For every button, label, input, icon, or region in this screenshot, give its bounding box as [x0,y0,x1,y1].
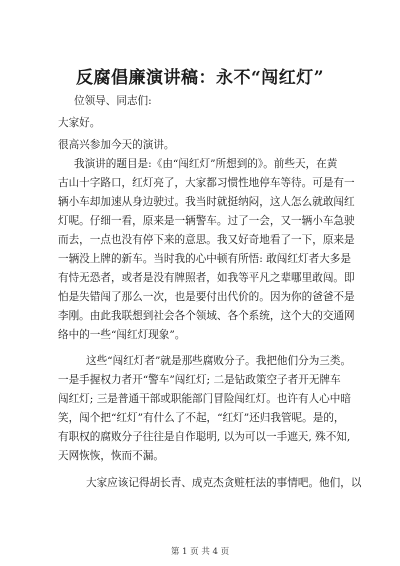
body-line: 古山十字路口，红灯亮了，大家都习惯性地停车等待。可是有一 [58,177,355,189]
body-line: 闯红灯; 三是普通干部或职能部门冒险闯红灯。也许有人心中暗 [58,393,351,405]
body-line: 很高兴参加今天的演讲。 [58,139,175,151]
body-line: 天网恢恢，恢而不漏。 [58,450,164,462]
body-line: 络中的一些“闯红灯现象”。 [58,329,186,341]
body-line: 位领导、同志们: [74,95,152,107]
body-line: 而去，一点也没有停下来的意思。我又好奇地看了一下，原来是 [58,234,355,246]
page-title: 反腐倡廉演讲稿：永不“闯红灯” [75,68,325,88]
body-line: 辆小车却加速从身边驶过。我当时就挺纳闷，这人怎么就敢闯红 [58,196,355,208]
body-line: 大家应该记得胡长青、成克杰贪赃枉法的事情吧。他们，以 [86,477,362,489]
body-line: 一辆没上牌的新车。当时我的心中顿有所悟: 敢闯红灯者大多是 [58,253,351,265]
body-line: 一是手握权力者开“警车”闯红灯; 二是钻政策空子者开无牌车 [58,374,341,386]
body-line: 李刚。由此我联想到社会各个领域、各个系统，这个大的交通网 [58,310,355,322]
body-line: 大家好。 [58,117,101,129]
body-line: 怕是失错闯了那么一次，也是要付出代价的。因为你的爸爸不是 [58,291,355,303]
body-line: 这些“闯红灯者”就是那些腐败分子。我把他们分为三类。 [86,355,352,367]
body-line: 笑，闯个把“红灯”有什么了不起，“红灯”还归我管呢。是的， [58,412,345,424]
body-line: 有职权的腐败分子往往是自作聪明, 以为可以一手遮天, 殊不知, [58,431,351,443]
body-line: 我演讲的题目是:《由“闯红灯”所想到的》。前些天，在黄 [74,158,338,170]
page-number-footer: 第 1 页 共 4 页 [170,547,230,557]
body-line: 有恃无恐者，或者是没有牌照者，如我等平凡之辈哪里敢闯。即 [58,272,355,284]
body-line: 灯呢。仔细一看，原来是一辆警车。过了一会，又一辆小车急驶 [58,215,355,227]
